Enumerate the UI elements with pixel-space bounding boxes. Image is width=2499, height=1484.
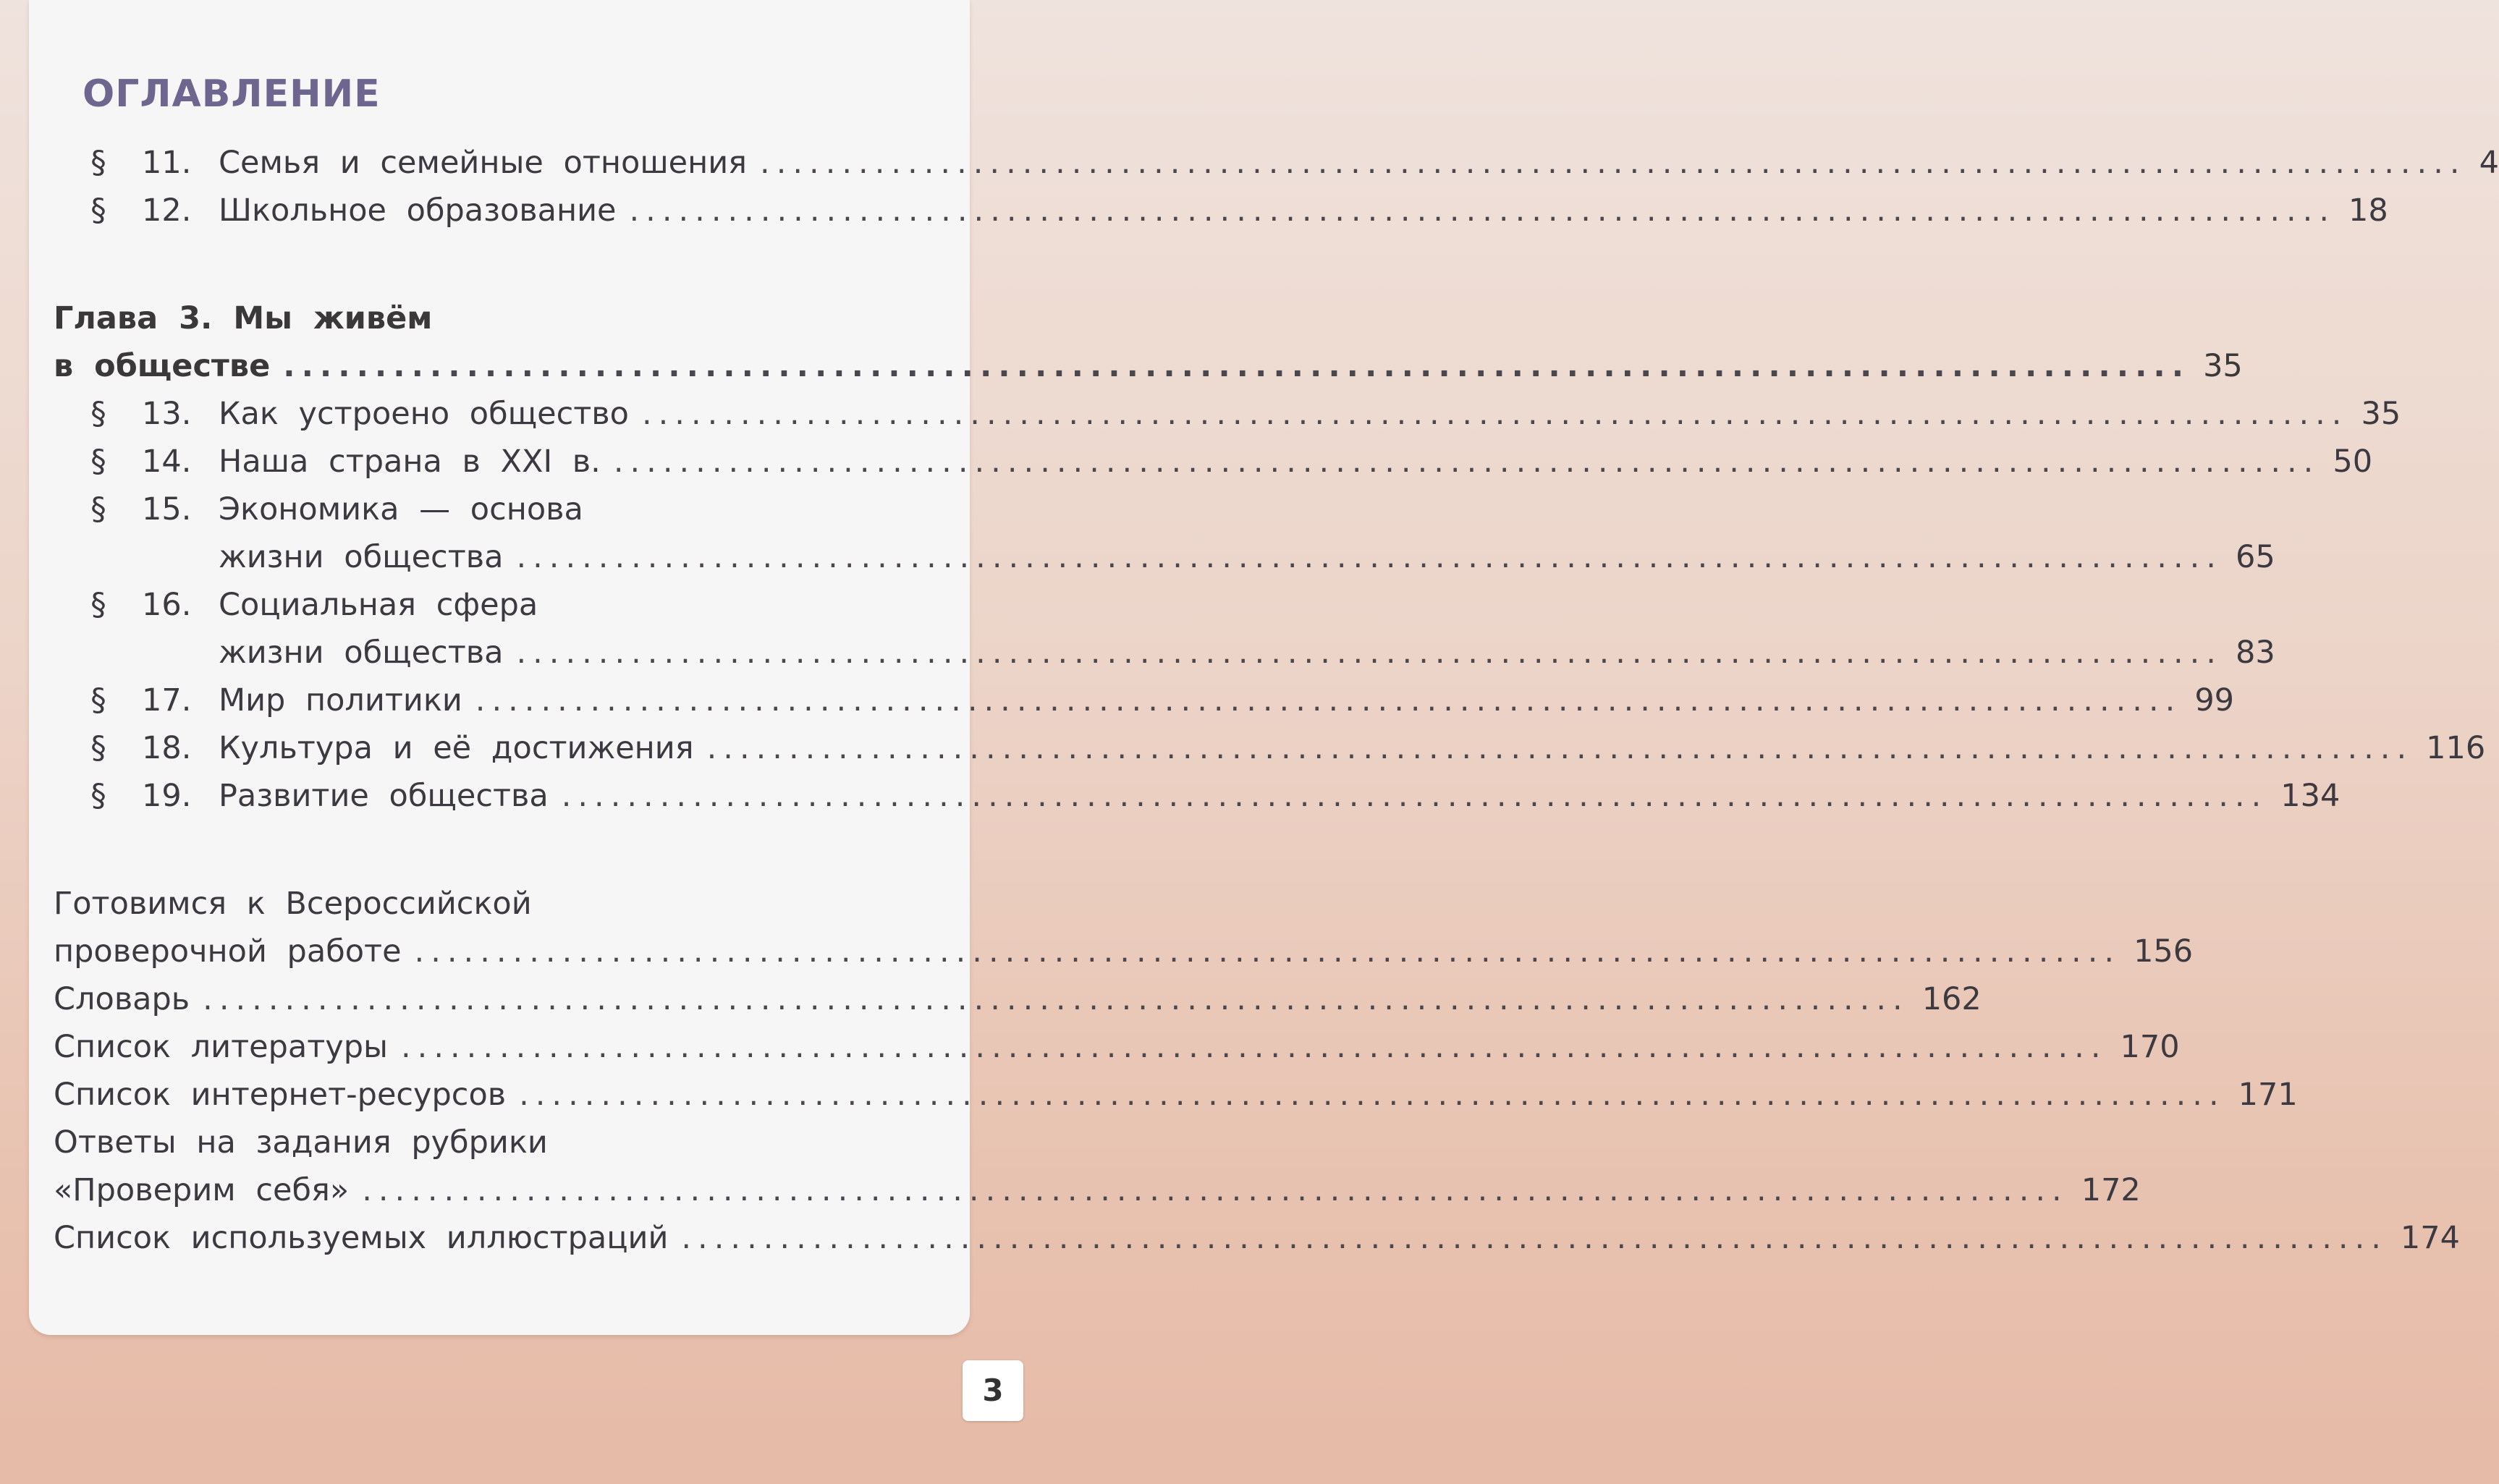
section-number: 19.: [142, 778, 192, 814]
toc-entry[interactable]: [0, 486, 1086, 533]
toc-page-number: 83: [2235, 635, 2275, 671]
section-mark: §: [90, 192, 106, 229]
toc-entry[interactable]: [0, 533, 2275, 581]
toc-entry[interactable]: [0, 1214, 2460, 1262]
toc-entry-title: Как устроено общество: [219, 396, 629, 432]
toc-entry[interactable]: [0, 1119, 1086, 1166]
toc-entry-title: Наша страна в XXI в.: [219, 444, 601, 480]
toc-entry-title: Мир политики: [219, 682, 462, 718]
toc-entry-title: Список интернет-ресурсов: [54, 1077, 507, 1113]
toc-entry-title: «Проверим себя»: [54, 1172, 350, 1208]
toc-entry-title: Школьное образование: [219, 192, 617, 229]
section-mark: §: [90, 145, 106, 181]
toc-entry[interactable]: [0, 1166, 2141, 1214]
toc-entry[interactable]: [0, 1071, 2298, 1119]
toc-page-number: 50: [2333, 444, 2373, 480]
toc-entry-title: Развитие общества: [219, 778, 549, 814]
toc-entry-title: в обществе: [54, 348, 271, 384]
page-number: 3: [963, 1360, 1023, 1421]
toc-entry[interactable]: [0, 438, 2373, 486]
section-mark: §: [90, 730, 106, 766]
dot-leader: ........................................................................................................: [641, 396, 2348, 432]
toc-entry[interactable]: [0, 294, 1086, 342]
toc-entry[interactable]: [0, 390, 2401, 438]
section-number: 16.: [142, 587, 192, 623]
toc-entry[interactable]: [0, 581, 1086, 629]
toc-entry-title: Готовимся к Всероссийской: [54, 886, 532, 922]
toc-entry[interactable]: [0, 880, 1086, 928]
section-mark: §: [90, 778, 106, 814]
toc-entry-title: Словарь: [54, 981, 190, 1017]
toc-entry-title: Глава 3. Мы живём: [54, 300, 433, 336]
toc-entry-title: жизни общества: [219, 539, 504, 575]
dot-leader: ........................................................................................................: [516, 539, 2223, 575]
toc-entry[interactable]: [0, 1023, 2180, 1071]
dot-leader: ........................................................................................................: [283, 348, 2191, 384]
toc-page-number: 174: [2400, 1220, 2460, 1256]
toc-page-number: 18: [2348, 192, 2388, 229]
toc-entry[interactable]: [0, 187, 2388, 234]
toc-page-number: 172: [2081, 1172, 2141, 1208]
toc-entry-title: Семья и семейные отношения: [219, 145, 748, 181]
toc-entry-title: Культура и её достижения: [219, 730, 694, 766]
toc-entry[interactable]: [0, 139, 2499, 187]
toc-entry[interactable]: [0, 928, 2194, 975]
dot-leader: ........................................................................................................: [519, 1077, 2225, 1113]
toc-page-number: 35: [2203, 348, 2243, 384]
section-number: 12.: [142, 192, 192, 229]
section-mark: §: [90, 491, 106, 527]
toc-entry-title: жизни общества: [219, 635, 504, 671]
toc-entry[interactable]: [0, 677, 2235, 724]
dot-leader: ........................................................................................................: [401, 1029, 2107, 1065]
section-mark: §: [90, 396, 106, 432]
toc-entry[interactable]: [0, 629, 2275, 677]
dot-leader: ........................................................................................................: [613, 444, 2320, 480]
toc-entry-title: Ответы на задания рубрики: [54, 1124, 548, 1161]
toc-entry-title: Список литературы: [54, 1029, 388, 1065]
toc-entry-title: Экономика — основа: [219, 491, 583, 527]
dot-leader: ........................................................................................................: [203, 981, 1909, 1017]
toc-page-number: 65: [2235, 539, 2275, 575]
toc-page-number: 35: [2361, 396, 2401, 432]
dot-leader: ........................................................................................................: [516, 635, 2223, 671]
page-title: ОГЛАВЛЕНИЕ: [83, 72, 381, 116]
toc-entry[interactable]: [0, 724, 2486, 772]
dot-leader: ........................................................................................................: [681, 1220, 2388, 1256]
toc-entry[interactable]: [0, 342, 2243, 390]
toc-page-number: 4: [2479, 145, 2499, 181]
toc-page-number: 170: [2120, 1029, 2180, 1065]
section-number: 15.: [142, 491, 192, 527]
toc-entry-title: Список используемых иллюстраций: [54, 1220, 669, 1256]
section-number: 17.: [142, 682, 192, 718]
toc-page-number: 162: [1921, 981, 1982, 1017]
toc-page-number: 116: [2426, 730, 2486, 766]
section-mark: §: [90, 682, 106, 718]
dot-leader: ........................................................................................................: [475, 682, 2182, 718]
dot-leader: ........................................................................................................: [362, 1172, 2068, 1208]
section-number: 13.: [142, 396, 192, 432]
dot-leader: ........................................................................................................: [706, 730, 2414, 766]
toc-page-number: 99: [2194, 682, 2235, 718]
toc-entry[interactable]: [0, 975, 1982, 1023]
dot-leader: ........................................................................................................: [414, 933, 2121, 970]
section-number: 18.: [142, 730, 192, 766]
toc-page-number: 134: [2280, 778, 2341, 814]
section-mark: §: [90, 444, 106, 480]
dot-leader: ........................................................................................................: [629, 192, 2336, 229]
dot-leader: ........................................................................................................: [561, 778, 2268, 814]
section-mark: §: [90, 587, 106, 623]
section-number: 11.: [142, 145, 192, 181]
toc-page-number: 156: [2134, 933, 2194, 970]
toc-entry-title: проверочной работе: [54, 933, 402, 970]
toc-page-number: 171: [2238, 1077, 2298, 1113]
toc-entry[interactable]: [0, 772, 2341, 820]
toc-entry-title: Социальная сфера: [219, 587, 538, 623]
dot-leader: ........................................................................................................: [760, 145, 2466, 181]
section-number: 14.: [142, 444, 192, 480]
